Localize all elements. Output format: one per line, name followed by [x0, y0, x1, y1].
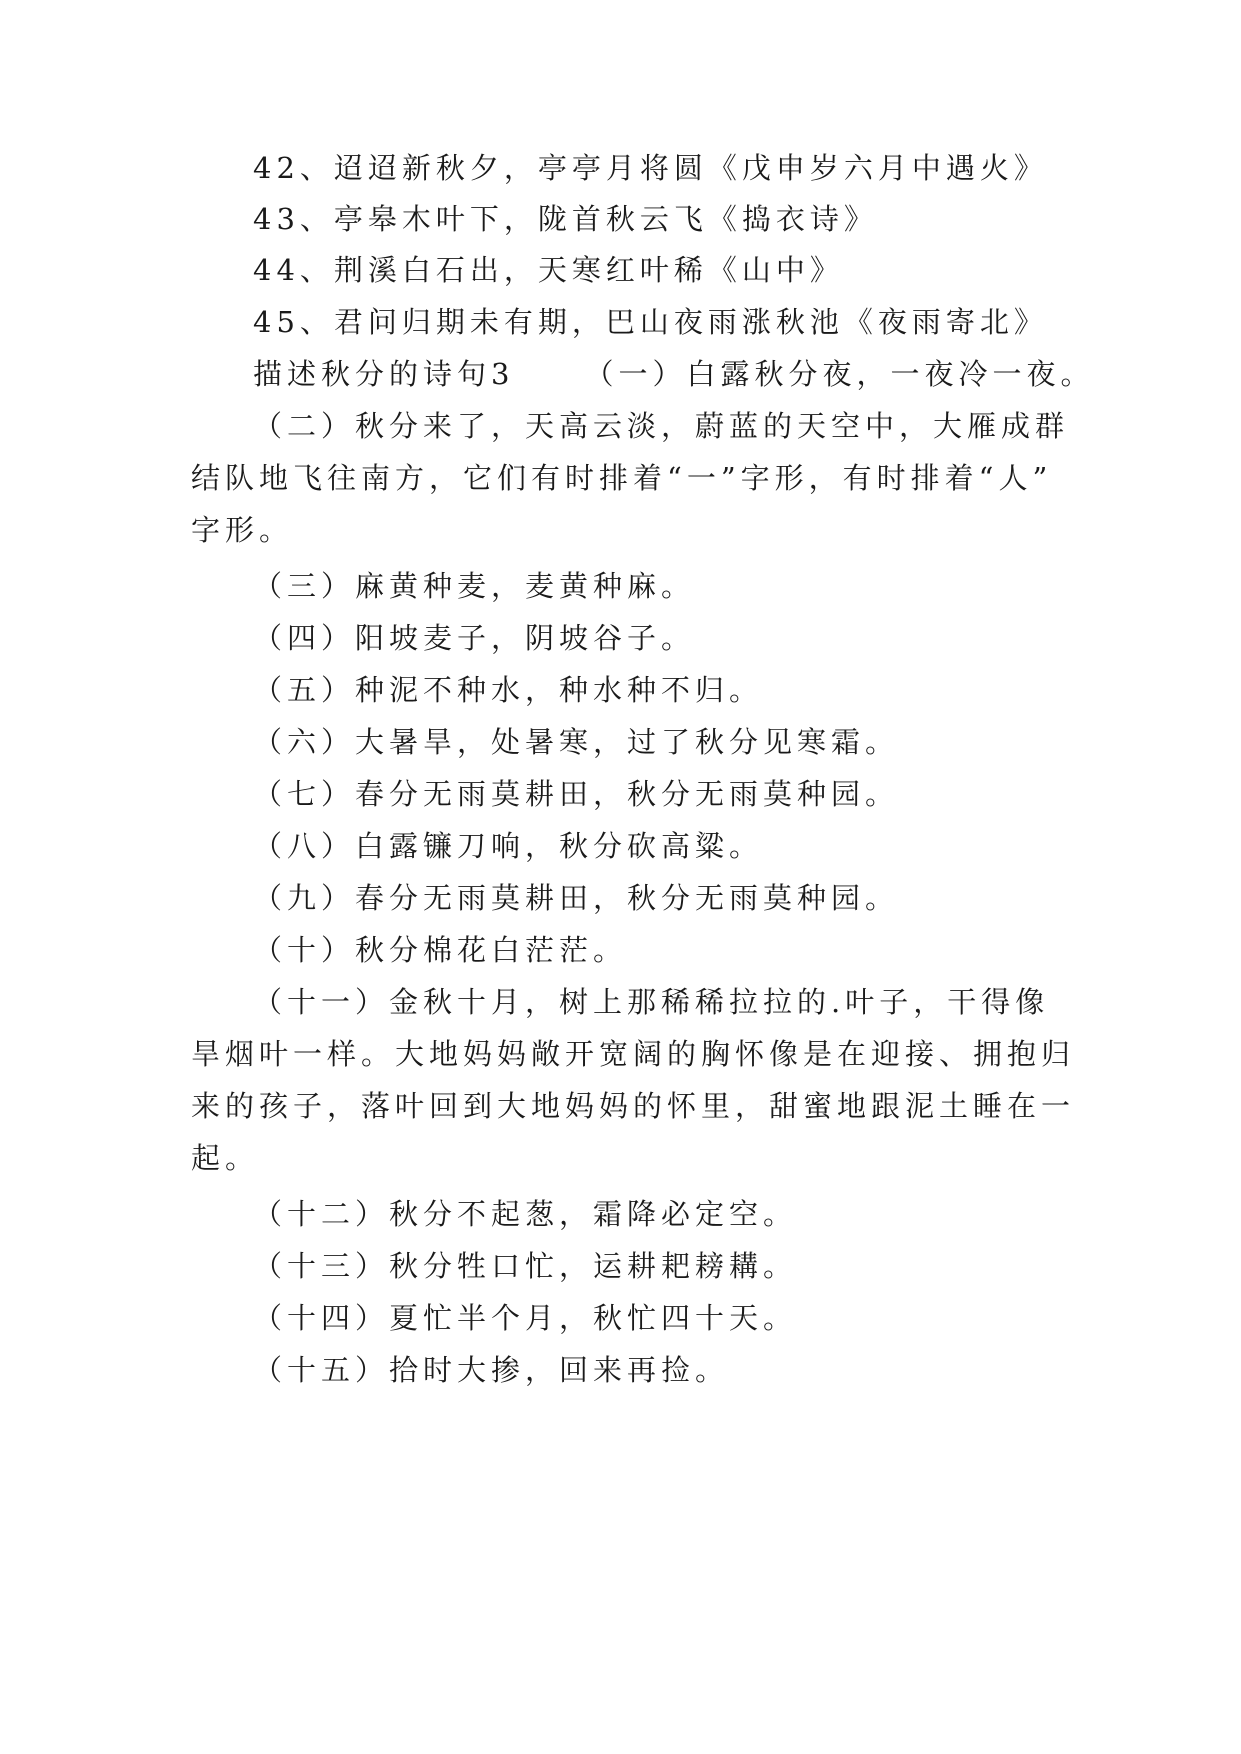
list-item: （十）秋分棉花白茫茫。: [253, 933, 628, 967]
poem-line: 43、亭皋木叶下，陇首秋云飞《捣衣诗》: [253, 202, 878, 236]
list-item: （七）春分无雨莫耕田，秋分无雨莫种园。: [253, 777, 900, 811]
poem-line: 45、君问归期未有期，巴山夜雨涨秋池《夜雨寄北》: [253, 305, 1048, 339]
section-heading: 描述秋分的诗句3: [253, 357, 515, 391]
list-item: （十五）拾时大掺，回来再捡。: [253, 1353, 730, 1387]
paragraph-line: 旱烟叶一样。大地妈妈敞开宽阔的胸怀像是在迎接、拥抱归: [191, 1037, 1076, 1071]
list-item: （十三）秋分牲口忙，运耕耙耪耩。: [253, 1249, 798, 1283]
paragraph-line: 来的孩子，落叶回到大地妈妈的怀里，甜蜜地跟泥土睡在一: [191, 1089, 1076, 1123]
list-item: （十二）秋分不起葱，霜降必定空。: [253, 1197, 798, 1231]
list-item: （六）大暑旱，处暑寒，过了秋分见寒霜。: [253, 725, 900, 759]
list-item: （四）阳坡麦子，阴坡谷子。: [253, 621, 696, 655]
paragraph-line: 起。: [191, 1141, 260, 1175]
list-item: （十四）夏忙半个月，秋忙四十天。: [253, 1301, 798, 1335]
paragraph-line: 结队地飞往南方，它们有时排着“一”字形，有时排着“人”: [191, 461, 1053, 495]
list-item: （五）种泥不种水，种水种不归。: [253, 673, 764, 707]
list-item: （九）春分无雨莫耕田，秋分无雨莫种园。: [253, 881, 900, 915]
poem-line: 42、迢迢新秋夕，亭亭月将圆《戊申岁六月中遇火》: [253, 151, 1048, 185]
paragraph-line: （十一）金秋十月，树上那稀稀拉拉的.叶子，干得像: [253, 985, 1050, 1019]
section-heading-line: [253, 354, 1094, 394]
section-first-item: （一）白露秋分夜，一夜冷一夜。: [584, 357, 1095, 391]
list-item: （三）麻黄种麦，麦黄种麻。: [253, 569, 696, 603]
paragraph-line: （二）秋分来了，天高云淡，蔚蓝的天空中，大雁成群: [253, 409, 1070, 443]
list-item: （八）白露镰刀响，秋分砍高粱。: [253, 829, 764, 863]
poem-line: 44、荆溪白石出，天寒红叶稀《山中》: [253, 253, 844, 287]
paragraph-line: 字形。: [191, 513, 294, 547]
